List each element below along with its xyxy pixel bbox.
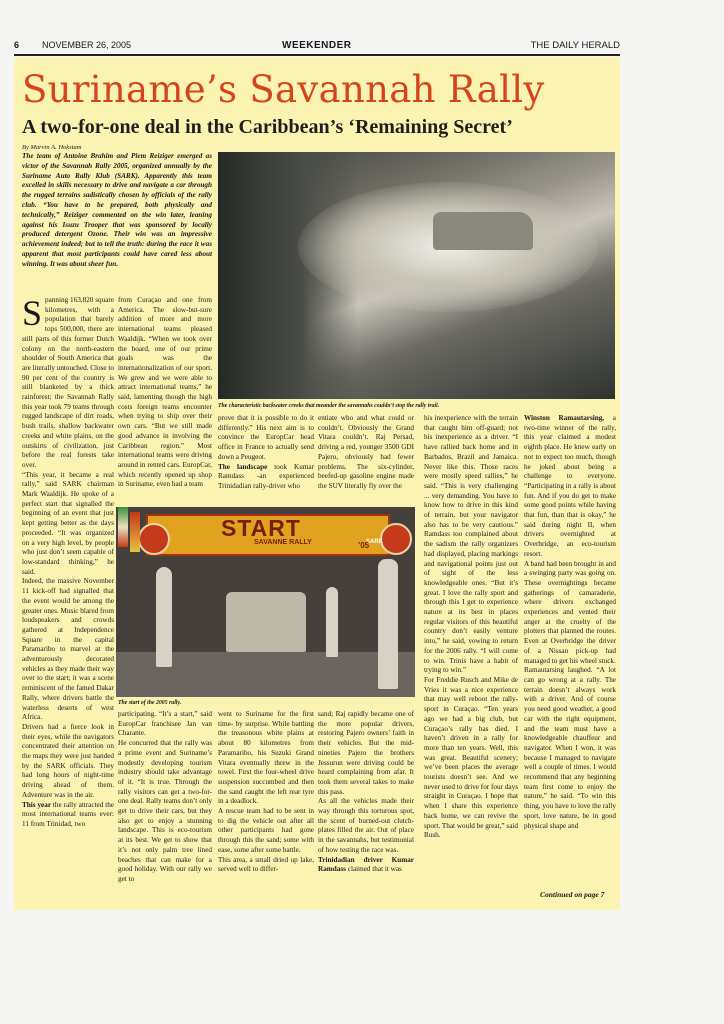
- col4-para: entiate who and what could or couldn’t. Obviously the Grand Vitara couldn’t. Raj Persad, driving a red, younger 3500 GDI Pajero, obviously had fewer problems. The six-cylinder, beefed-up gasoline engine made the SUV literally fly over the: [318, 414, 414, 490]
- start-banner-subtext: SAVANNE RALLY: [254, 539, 312, 546]
- col1e-text: the rally attracted the most international teams ever: 11 from Trinidad, two: [22, 800, 114, 828]
- left-rally-badge: [138, 523, 170, 555]
- photo1-caption: The characteristic backwater creeks that meander the savannahs couldn’t stop the rally trail.: [218, 403, 440, 409]
- newspaper-name: THE DAILY HERALD: [530, 40, 620, 51]
- header-rule: [14, 54, 620, 56]
- column-4-bottom: [318, 710, 414, 900]
- flag: [118, 507, 128, 547]
- rally-start-photo: [116, 507, 415, 697]
- col3d-para: A rescue team had to be sent in to dig the vehicle out after all other participants had gone through this the sand; some with ease, some after some battle.: [218, 807, 314, 854]
- col1e-lead: This year: [22, 800, 52, 809]
- photo-rally-car: [433, 212, 533, 250]
- col6-text: a two-time winner of the rally, this year claimed a modest eighth place. He knew early on not to expect too much, though he joked about being a challenge to everyone. “Participating in a rally is about fun. And if you do get to make some good points while having that fun, than that is okay,” he said during night II, when drivers overnighted at Overbridge, an eco-tourism resort.: [524, 414, 616, 558]
- article-intro: The team of Antoine Brahim and Piem Reiziger emerged as victor of the Savannah Rally 2005, organized annually by the Suriname Auto Rally Klub (SARK). Apparently this team excelled in skills necessary to drive and navigate a car through the rugged terrains sadistically chosen by officials of the rally club. “You have to be prepared, both physically and technically,” Reiziger commented on the win later, leaning against his Isuzu Trooper that was sponsored by locally produced detergent Ozone. Their win was an impressive achievement indeed; but to tell the truth: during the race it was apparent that most participants could have cared less about winning. It was about sheer fun.: [22, 152, 212, 268]
- col1d-para: Drivers had a fierce look in their eyes, while the navigators concentrated their attention on the maps they were just handed by the SARK officials. They had long hours of night-time driving ahead of them. Adventure was in the air.: [22, 722, 114, 799]
- issue-date: NOVEMBER 26, 2005: [42, 40, 132, 50]
- col4d-lead: Trinidadian driver Kumar Ramdass: [318, 855, 414, 874]
- badge-label: SARK: [366, 539, 384, 545]
- col1b-para: “This year, it became a real rally,” said SARK chairman Mark Waaldijk. He spoke of a perfect start that signalled the beginning of an event that just kept getting better as the days proceeded. “It was organized on a very high level, by people who just don’t seem capable of low-standard thinking,” he said.: [22, 470, 114, 576]
- col1-para: [22, 296, 114, 471]
- photo-person: [326, 587, 338, 657]
- col1-text: panning 163,820 square kilometres, with a population that barely tops 500,000, there are still parts of this former Dutch colony on the north-eastern shoulder of South America that are literally untouched. Close to 90 per cent of the country is still blanketed by a thick rainforest; the Savannah Rally this year took 79 teams through rugged landscape of dirt roads, bush trails, shallow backwater creeks and white plains, on the outskirts of civilization, just before the real forests take over.: [22, 296, 114, 469]
- col2b-para: participating. “It’s a start,” said EuropCar franchisee Jan van Charante.: [118, 710, 212, 738]
- photo2-caption: The start of the 2005 rally.: [118, 700, 182, 706]
- col3-para: prove that it is possible to do it differently.” His next aim is to convince the EuropCar head office in France to actually send down a Peugeot.: [218, 414, 314, 461]
- col3b-lead: The landscape: [218, 462, 268, 471]
- col6-lead: Winston Ramautarsing,: [524, 414, 605, 422]
- col6-para: [524, 414, 616, 560]
- col3e-para: This area, a small dried up lake, served well to differ-: [218, 855, 314, 874]
- column-2-bottom: [118, 710, 212, 900]
- col1c-para: Indeed, the massive November 11 kick-off had signalled that the event would be among the greater ones. Music blared from loudspeakers and crowds gathered at Independence Square in the capital Paramaribo to marvel at the adventurously decorated vehicles as they made their way over to the start; it was a scene reminiscent of the famed Dakar Rally, where drivers battle the waterless deserts of west Africa.: [22, 577, 114, 722]
- col6b-para: A band had been brought in and a swinging party was going on. These overnightings became gatherings of camaraderie, where drivers exchanged experiences and vented their anger at the cruelty of the plotters that planned the routes. Even at Overbridge the driver of a Nissan pick-up had managed to get his wheel stuck.: [524, 559, 616, 665]
- col4b-para: sand; Raj rapidly became one of the more popular drivers, restoring Pajero owners’ faith in their vehicles. But the mid-nineties Pajero the brothers Jessurun were driving could be heard complaining from afar. It took them several takes to make this pass.: [318, 710, 414, 796]
- column-3-bottom: [218, 710, 314, 900]
- column-3-top: [218, 414, 314, 504]
- col3b-text: took Kumar Ramdass -an experienced Trinidadian rally-driver who: [218, 462, 314, 490]
- flag: [130, 512, 140, 552]
- continued-note: Continued on page 7: [540, 890, 605, 899]
- photo-person: [378, 559, 398, 689]
- col2-para: from Curaçao and one from America. The slow-but-sure addition of more and more international teams pleased Waaldijk. “When we took over the board, one of our prime goals was the internationalization of our sport. We grew and we were able to attract international teams,” he said, lamenting though the high costs foreign teams encounter when trying to ship over their own cars. “But we still made good advance in involving the Caribbean region.” Most international teams were driving around in rented cars. EuropCar, which recently opened up shop in Suriname, even had a team: [118, 296, 212, 489]
- col4c-para: As all the vehicles made their way through this torturous spot, the scent of burned-out clutch-plates filled the air. Out of place in the savannahs, but testimonial of how testing the race was.: [318, 797, 414, 854]
- column-1: [22, 296, 114, 896]
- page-header: [14, 40, 620, 54]
- banner-year: ’05: [358, 541, 370, 550]
- photo-person: [156, 567, 172, 667]
- drop-cap: S: [22, 296, 43, 333]
- column-4-top: [318, 414, 414, 504]
- section-name: WEEKENDER: [282, 40, 352, 51]
- article-title: Suriname’s Savannah Rally: [22, 68, 545, 111]
- col2c-para: He concurred that the rally was a prime event and Suriname’s modestly developing tourism industry should take advantage of it. “It is true. Through the rally visitors can get a two-for-one deal. Rally teams don’t only get to drive their cars, but they also get to enjoy a stunning landscape. This is eco-tourism at its best. We get to show that it’s not only palm tree lined beaches that can make for a good holiday. With our rally we get to: [118, 739, 212, 883]
- byline: By Marvin A. Hokstam: [22, 144, 82, 151]
- column-6: [524, 414, 616, 886]
- col4d-text: claimed that it was: [345, 865, 402, 874]
- page-number: 6: [14, 40, 20, 50]
- col3b-para: [218, 463, 314, 492]
- col3c-para: went to Suriname for the first time- by surprise. While battling the treasonous white plains at about 80 kilometres from Paramaribo, his Suzuki Grand Vitara eventually threw in the towel. First the four-wheel drive suspension succumbed and then the sand caught the left rear tyre in a deadlock.: [218, 710, 314, 806]
- start-banner-text: START: [221, 515, 301, 541]
- column-5: [424, 414, 518, 900]
- right-rally-badge: [380, 523, 412, 555]
- col5b-para: For Freddie Rusch and Mike de Vries it was a nice experience that may well reboot the rally-sport in Curaçao. “Ten years ago we had a big club, but Curaçao’s rally has died. I haven’t driven in a rally for more than ten years. Well, this was great. Beautiful scenery; we’ve been places the average tourists doesn’t see. And we never used to drive for four days straight in Curaçao. I hope that when I share this experience back home, we can revive the sport. That would be great,” said Rush.: [424, 675, 518, 840]
- col1e-para: [22, 801, 114, 830]
- photo-start-car: [226, 592, 306, 652]
- article-subtitle: A two-for-one deal in the Caribbean’s ‘Remaining Secret’: [22, 116, 513, 138]
- col4d-para: [318, 856, 414, 875]
- rally-creek-photo: [218, 152, 615, 399]
- col5-para: his inexperience with the terrain that caught him off-guard; not his inexperience as a driver. “I have rallied back home and in Barbados, Brazil and Jamaica. Never like this. Those races were mostly speed rallies,” he said. “This is very challenging ... very demanding. You have to know how to drive in this kind of terrain, but your navigator also has to be very cautious.” Ramdass too complained about the sadism the rally organizers had displayed, placing markings and navigational points just out of sight of the less knowledgeable ones. “But it’s great. I love the rally sport and through this I get to experience nature at its best in places regular visitors of this beautiful country don’t easily venture into,” he said, vowing to return for the 2006 rally. “I will come to win. Trinis have a habit of trying to win.”: [424, 414, 518, 675]
- col6c-para: Ramautarsing laughed. “A lot can go wrong at a rally. The terrain doesn’t always work with a driver. And of course you need good weather, a good car with the right equipment, and the team must have a knowledgeable chauffeur and navigator. When I won, it was because I managed to navigate well a couple of times. I would recommend that any beginning team first come to enjoy the nature,” he said. “To win this thing, you have to love the rally sport, love nature, be in good physical shape and: [524, 666, 616, 830]
- column-2-top: [118, 296, 212, 502]
